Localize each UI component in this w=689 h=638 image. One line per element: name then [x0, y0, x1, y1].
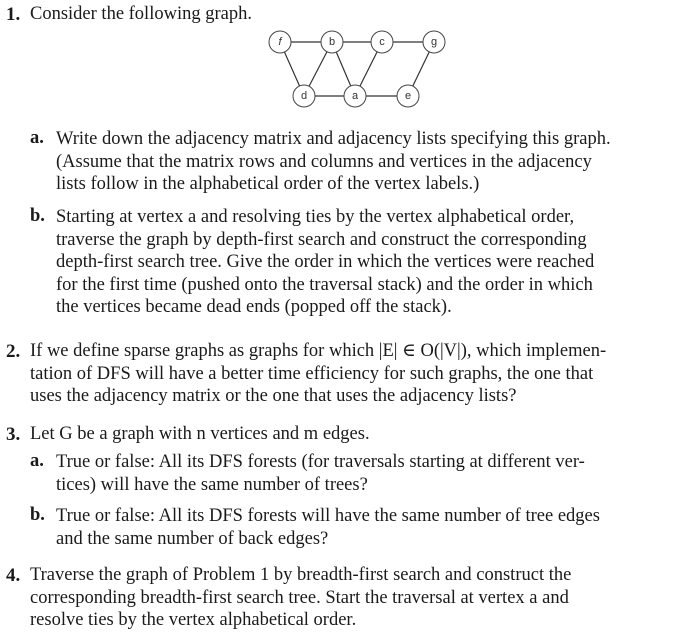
text-line: and the same number of back edges? — [56, 528, 329, 549]
part-label: a. — [30, 451, 44, 471]
problem-4-text — [30, 564, 684, 632]
text-line: tices) will have the same number of trees? — [56, 474, 368, 495]
part-1a-text — [56, 128, 684, 196]
vertex-d — [293, 85, 315, 107]
problem-number: 3. — [6, 424, 21, 445]
text-line: If we define sparse graphs as graphs for which |E| ∈ O(|V|), which implemen- — [30, 341, 607, 361]
text-line: Starting at vertex a and resolving ties by the vertex alphabetical order, — [56, 207, 575, 227]
text-line: Write down the adjacency matrix and adjacency lists specifying this graph. — [56, 129, 611, 149]
text-line: tation of DFS will have a better time efficiency for such graphs, the one that — [30, 363, 594, 384]
svg-text:c: c — [379, 36, 385, 48]
text-line: depth-first search tree. Give the order in which the vertices were reached — [56, 252, 595, 272]
text-line: the vertices became dead ends (popped off the stack). — [56, 297, 452, 317]
text-line: for the first time (pushed onto the traversal stack) and the order in which — [56, 274, 593, 295]
problem-2-text — [30, 340, 684, 408]
text-line: (Assume that the matrix rows and columns and vertices in the adjacency — [56, 151, 592, 172]
problem-number: 2. — [6, 341, 21, 362]
part-1b-text — [56, 206, 684, 319]
vertex-c — [371, 31, 393, 53]
part-label: a. — [30, 128, 44, 148]
svg-text:g: g — [430, 36, 438, 48]
text-line: True or false: All its DFS forests (for traversals starting at different ver- — [56, 452, 585, 472]
part-3a-text — [56, 451, 684, 496]
text-line: corresponding breadth-first search tree. Start the traversal at vertex a and — [30, 587, 569, 608]
graph-figure — [260, 24, 460, 114]
vertex-e — [397, 85, 419, 107]
svg-text:a: a — [351, 90, 359, 102]
svg-text:f: f — [278, 36, 282, 48]
text-line: resolve ties by the vertex alphabetical order. — [30, 610, 357, 630]
svg-text:d: d — [300, 90, 308, 102]
problem-number: 4. — [6, 565, 21, 586]
text-line: uses the adjacency matrix or the one that uses the adjacency lists? — [30, 386, 517, 406]
svg-text:b: b — [328, 36, 336, 48]
text-line: Traverse the graph of Problem 1 by breadth-first search and construct the — [30, 565, 572, 585]
problem-intro: Consider the following graph. — [30, 4, 252, 24]
part-label: b. — [30, 206, 45, 226]
part-label: b. — [30, 505, 45, 525]
text-line: True or false: All its DFS forests will have the same number of tree edges — [56, 506, 600, 526]
text-line: lists follow in the alphabetical order of the vertex labels.) — [56, 174, 480, 194]
svg-text:e: e — [404, 90, 412, 102]
problem-intro: Let G be a graph with n vertices and m edges. — [30, 424, 370, 444]
vertex-g — [423, 31, 445, 53]
part-3b-text — [56, 505, 684, 550]
text-line: traverse the graph by depth-first search and construct the corresponding — [56, 229, 587, 250]
vertex-f — [269, 31, 291, 53]
vertex-a — [344, 85, 366, 107]
vertex-b — [321, 31, 343, 53]
problem-number: 1. — [6, 4, 21, 25]
